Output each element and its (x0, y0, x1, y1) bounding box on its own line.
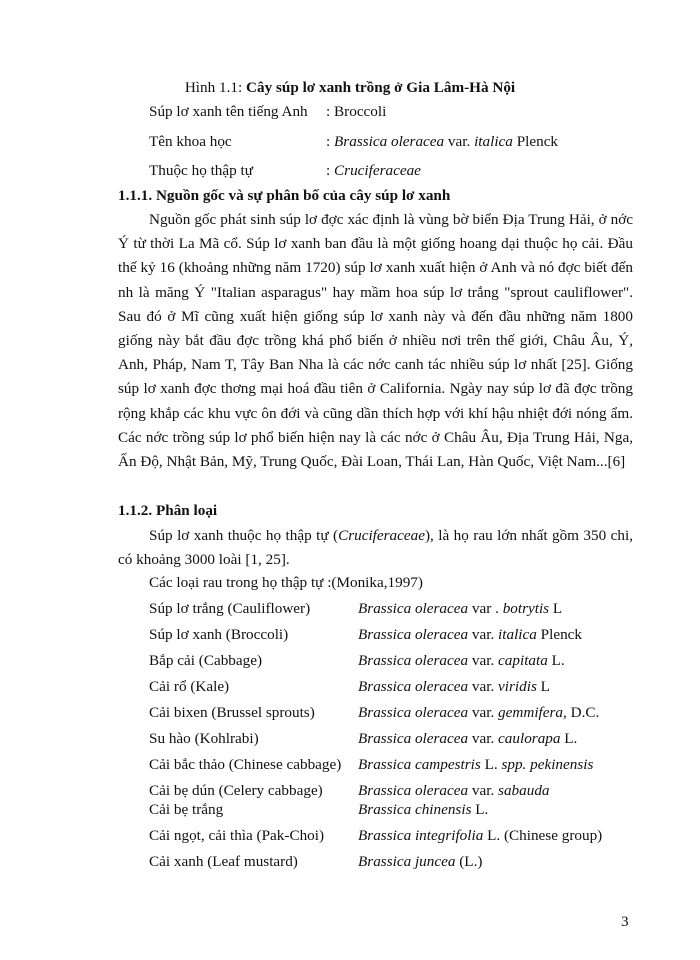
common-name: Su hào (Kohlrabi) (149, 730, 259, 747)
common-name: Bắp cải (Cabbage) (149, 652, 263, 669)
scientific-name: Brassica oleracea var. caulorapa L. (358, 730, 578, 747)
list-item (149, 650, 639, 676)
list-item (149, 851, 639, 877)
figure-caption (0, 79, 700, 97)
scientific-name: Brassica oleracea var. italica Plenck (358, 626, 582, 643)
list-item (149, 676, 639, 702)
scientific-name: Brassica campestris L. spp. pekinensis (358, 756, 594, 773)
list-item (149, 624, 639, 650)
section-heading-classification: 1.1.2. Phân loại (118, 502, 218, 519)
info-value: : Broccoli (326, 103, 387, 120)
scientific-name: Brassica integrifolia L. (Chinese group) (358, 827, 603, 844)
common-name: Cải xanh (Leaf mustard) (149, 853, 298, 870)
list-item (149, 780, 639, 799)
common-name: Cải rổ (Kale) (149, 678, 230, 695)
section-heading-origin: 1.1.1. Nguồn gốc và sự phân bố của cây súp lơ xanh (118, 187, 451, 204)
list-item (149, 728, 639, 754)
common-name: Súp lơ trắng (Cauliflower) (149, 600, 311, 617)
scientific-name: Brassica oleracea var. viridis L (358, 678, 550, 695)
info-label: Súp lơ xanh tên tiếng Anh (149, 103, 308, 120)
list-item (149, 799, 639, 825)
list-item (149, 825, 639, 851)
page-number: 3 (621, 913, 629, 930)
scientific-name: Brassica oleracea var. capitata L. (358, 652, 565, 669)
species-list-caption: Các loại rau trong họ thập tự :(Monika,1997) (149, 574, 423, 591)
scientific-name: Brassica oleracea var . botrytis L (358, 600, 563, 617)
species-list (149, 598, 639, 877)
common-name: Cải ngọt, cải thìa (Pak-Choi) (149, 827, 325, 844)
info-value: : Brassica oleracea var. italica Plenck (326, 133, 559, 150)
info-label: Tên khoa học (149, 133, 232, 150)
common-name: Cải bixen (Brussel sprouts) (149, 704, 315, 721)
list-item (149, 754, 639, 780)
figure-label: Hình 1.1: (184, 79, 247, 96)
scientific-name: Brassica oleracea var. gemmifera, D.C. (358, 704, 600, 721)
origin-paragraph: Nguồn gốc phát sinh súp lơ đợc xác định là vùng bờ biển Địa Trung Hải, ở nớc Ý từ thời La Mã cổ. Súp lơ xanh ban đầu là một giống hoang dại thuộc họ cải. Đầu thế kỷ 16 (khoảng những năm 1720) súp lơ xanh xuất hiện ở Anh và nó đợc biết đến nh là măng Ý "Italian asparagus" hay mầm hoa súp lơ trắng "sprout cauliflower". Sau đó ở Mĩ cũng xuất hiện giống súp lơ xanh này và đến đầu những năm 1800 giống này bắt đầu đợc trồng khá phổ biến ở nhiều nơi trên thế giới, Châu Âu, Ý, Anh, Pháp, Nam T, Tây Ban Nha là các nớc canh tác nhiều súp lơ nhất [25]. Giống súp lơ xanh đợc thơng mại hoá đầu tiên ở California. Ngày nay súp lơ đã đợc trồng rộng khắp các khu vực ôn đới và cũng dần thích hợp với khí hậu nhiệt đới nóng ẩm. Các nớc trồng súp lơ phổ biến hiện nay là các nớc ở Châu Âu, Địa Trung Hải, Nga, Ấn Độ, Nhật Bản, Mỹ, Trung Quốc, Đài Loan, Thái Lan, Hàn Quốc, Việt Nam...[6] (118, 211, 633, 471)
list-item (149, 598, 639, 624)
common-name: Cải bắc thảo (Chinese cabbage) (149, 756, 342, 773)
scientific-name: Brassica chinensis L. (358, 801, 489, 818)
common-name: Súp lơ xanh (Broccoli) (149, 626, 289, 643)
common-name: Cải bẹ trắng (149, 801, 224, 818)
scientific-name: Brassica oleracea var. sabauda (358, 782, 550, 799)
scientific-name: Brassica juncea (L.) (358, 853, 483, 870)
info-label: Thuộc họ thập tự (149, 162, 253, 179)
figure-title: Cây súp lơ xanh trồng ở Gia Lâm-Hà Nội (246, 79, 516, 96)
info-value: : Cruciferaceae (326, 162, 421, 179)
common-name: Cải bẹ dún (Celery cabbage) (149, 782, 323, 799)
classification-paragraph: Súp lơ xanh thuộc họ thập tự (Cruciferaceae), là họ rau lớn nhất gồm 350 chi, có khoảng 3000 loài [1, 25]. (118, 527, 633, 569)
list-item (149, 702, 639, 728)
